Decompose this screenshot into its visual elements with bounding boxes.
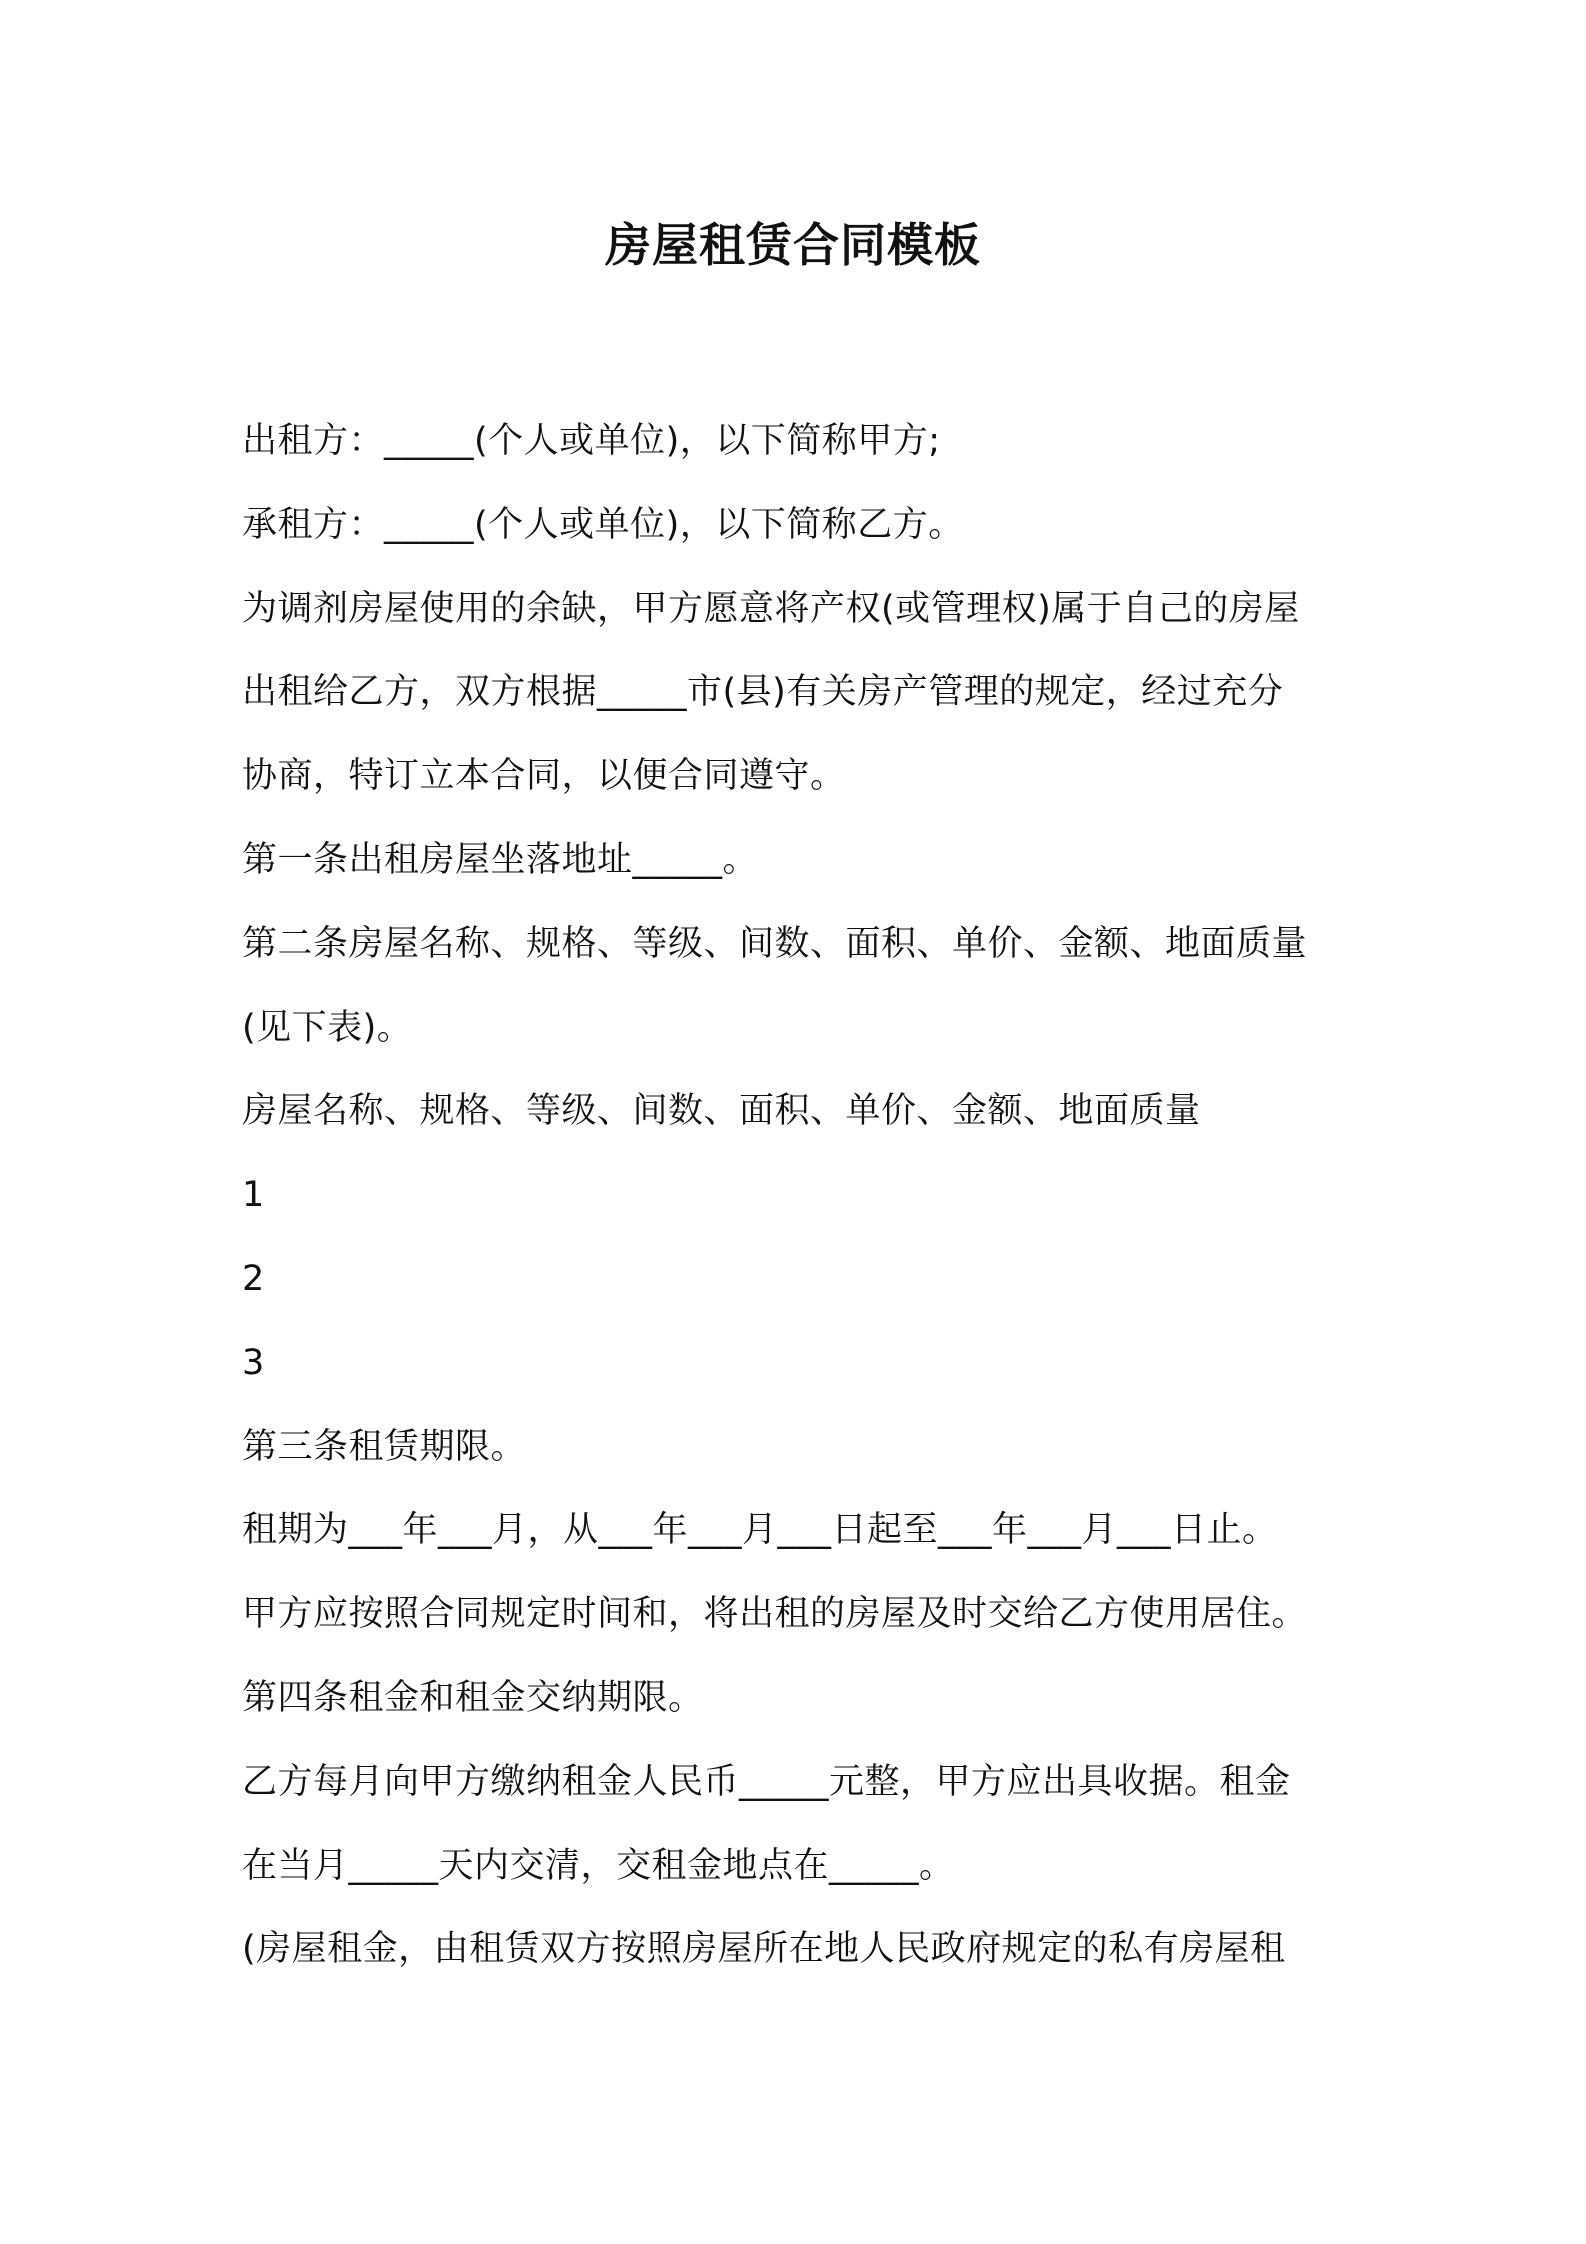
text-line-row-2: 2 bbox=[242, 1258, 265, 1299]
text-line-row-3: 3 bbox=[242, 1342, 265, 1383]
text-line-preamble-2: 出租给乙方，双方根据_____市(县)有关房产管理的规定，经过充分 bbox=[242, 672, 1284, 713]
document-body bbox=[242, 400, 1382, 1992]
text-line-row-1: 1 bbox=[242, 1175, 265, 1216]
text-line-table-header: 房屋名称、规格、等级、间数、面积、单价、金额、地面质量 bbox=[242, 1091, 1201, 1132]
text-line-handover: 甲方应按照合同规定时间和，将出租的房屋及时交给乙方使用居住。 bbox=[242, 1594, 1308, 1635]
text-line-article-4: 第四条租金和租金交纳期限。 bbox=[242, 1677, 704, 1718]
text-line-article-3: 第三条租赁期限。 bbox=[242, 1426, 527, 1467]
text-line-lease-term: 租期为___年___月，从___年___月___日起至___年___月___日止。 bbox=[242, 1510, 1278, 1551]
text-line-preamble-3: 协商，特订立本合同，以便合同遵守。 bbox=[242, 756, 846, 797]
text-line-lessee: 承租方：_____(个人或单位)，以下简称乙方。 bbox=[242, 504, 964, 545]
text-line-rent-note: (房屋租金，由租赁双方按照房屋所在地人民政府规定的私有房屋租 bbox=[242, 1929, 1286, 1970]
text-line-article-2: 第二条房屋名称、规格、等级、间数、面积、单价、金额、地面质量 bbox=[242, 923, 1308, 964]
text-line-preamble-1: 为调剂房屋使用的余缺，甲方愿意将产权(或管理权)属于自己的房屋 bbox=[242, 588, 1300, 629]
text-line-lessor: 出租方：_____(个人或单位)，以下简称甲方; bbox=[242, 421, 941, 461]
text-line-article-1: 第一条出租房屋坐落地址_____。 bbox=[242, 839, 759, 880]
document-title: 房屋租赁合同模板 bbox=[605, 218, 981, 272]
text-line-article-2-note: (见下表)。 bbox=[242, 1007, 413, 1048]
text-line-rent-2: 在当月_____天内交清，交租金地点在_____。 bbox=[242, 1845, 955, 1886]
text-line-rent-1: 乙方每月向甲方缴纳租金人民币_____元整，甲方应出具收据。租金 bbox=[242, 1761, 1291, 1802]
